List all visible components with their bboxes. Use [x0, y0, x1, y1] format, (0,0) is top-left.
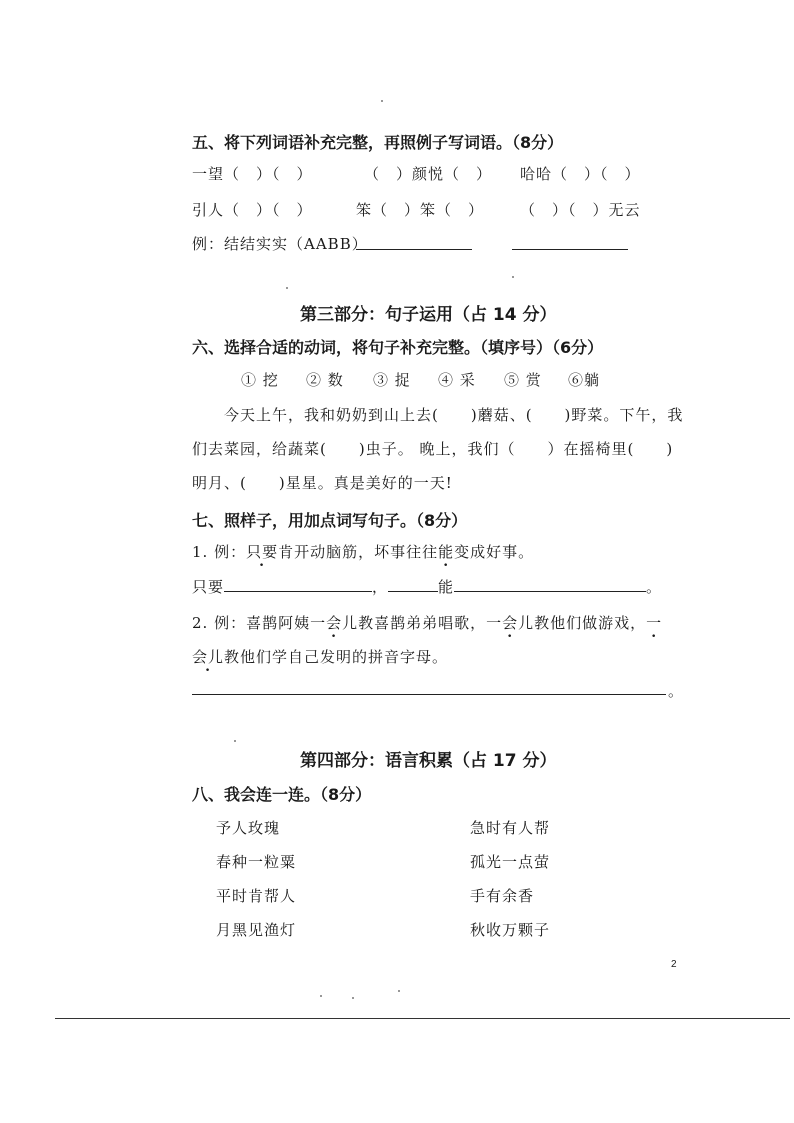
section6-heading: 六、选择合适的动词，将句子补充完整。（填序号）（6分）	[192, 338, 604, 357]
match-right-2[interactable]: 孤光一点萤	[470, 853, 551, 871]
dotted-keyword: 会儿	[192, 648, 225, 666]
scan-speck	[352, 997, 354, 999]
scan-speck	[234, 740, 236, 742]
example-2-prefix: 2. 例：喜鹊阿姨	[192, 614, 311, 632]
example-2-mid: 教喜鹊弟弟唱歌，	[358, 614, 487, 632]
answer-blank[interactable]	[512, 235, 628, 250]
dotted-keyword: 只要	[246, 543, 279, 561]
section5-item-3: 哈哈（ ）（ ）	[520, 165, 641, 183]
match-left-1[interactable]: 予人玫瑰	[216, 819, 281, 837]
answer-blank[interactable]	[192, 680, 666, 695]
dotted-keyword: 一会儿	[310, 614, 359, 632]
section7-heading: 七、照样子，用加点词写句子。（8分）	[192, 511, 468, 530]
footer-rule	[55, 1018, 790, 1019]
answer-blank[interactable]	[454, 577, 646, 592]
option-4: ④ 采	[438, 371, 476, 389]
example-1-mid: 肯开动脑筋，坏事往往	[278, 543, 439, 561]
section5-item-2: （ ）颜悦（ ）	[364, 165, 493, 183]
passage-line-3: 明月、( )星星。真是美好的一天!	[192, 474, 453, 492]
section8-heading: 八、我会连一连。（8分）	[192, 785, 372, 804]
fill-label: 只要	[192, 578, 225, 596]
answer-line-1	[192, 576, 662, 597]
page-number: 2	[671, 959, 677, 970]
option-6: ⑥躺	[568, 371, 601, 389]
section5-heading: 五、将下列词语补充完整，再照例子写词语。（8分）	[192, 133, 564, 152]
scan-speck	[398, 990, 400, 992]
example-1-prefix: 1. 例：	[192, 543, 247, 561]
example-2	[192, 612, 662, 633]
section5-example	[192, 233, 368, 254]
match-left-2[interactable]: 春种一粒粟	[216, 853, 297, 871]
example-2-mid2: 教他们做游戏，	[534, 614, 647, 632]
option-2: ② 数	[306, 371, 344, 389]
option-1: ① 挖	[241, 371, 279, 389]
part4-title: 第四部分：语言积累（占 17 分）	[300, 751, 557, 771]
match-left-4[interactable]: 月黑见渔灯	[216, 921, 297, 939]
example-1	[192, 541, 534, 562]
scan-speck	[320, 995, 322, 997]
answer-blank[interactable]	[356, 235, 472, 250]
section5-item-4: 引人（ ）（ ）	[192, 201, 313, 219]
fill-label: 能	[438, 578, 455, 596]
scan-speck	[286, 287, 288, 289]
fill-end: 。	[668, 682, 685, 700]
match-right-1[interactable]: 急时有人帮	[470, 819, 551, 837]
section5-example-text: 例：结结实实（AABB）	[192, 235, 368, 253]
scan-speck	[512, 276, 514, 278]
example-2-line-2	[192, 646, 448, 667]
answer-blank[interactable]	[224, 577, 372, 592]
match-right-4[interactable]: 秋收万颗子	[470, 921, 551, 939]
passage-line-2: 们去菜园，给蔬菜( )虫子。 晚上，我们（ ）在摇椅里( )	[192, 440, 674, 458]
dotted-keyword: 一会儿	[486, 614, 535, 632]
match-right-3[interactable]: 手有余香	[470, 887, 535, 905]
example-1-tail: 变成好事。	[454, 543, 535, 561]
section5-item-6: （ ）（ ）无云	[520, 201, 641, 219]
fill-sep: ，	[372, 578, 389, 596]
section5-item-5: 笨（ ）笨（ ）	[356, 201, 485, 219]
section5-item-1: 一望（ ）（ ）	[192, 165, 313, 183]
passage-line-1: 今天上午，我和奶奶到山上去( )蘑菇、( )野菜。下午，我	[224, 406, 684, 424]
example-2-tail: 教他们学自己发明的拼音字母。	[224, 648, 449, 666]
dotted-keyword: 一	[646, 614, 663, 632]
answer-blank[interactable]	[388, 577, 438, 592]
option-3: ③ 捉	[373, 371, 411, 389]
dotted-keyword: 能	[438, 543, 455, 561]
scan-speck	[381, 100, 383, 102]
option-5: ⑤ 赏	[504, 371, 542, 389]
match-left-3[interactable]: 平时肯帮人	[216, 887, 297, 905]
fill-end: 。	[646, 578, 663, 596]
part3-title: 第三部分：句子运用（占 14 分）	[300, 305, 557, 325]
